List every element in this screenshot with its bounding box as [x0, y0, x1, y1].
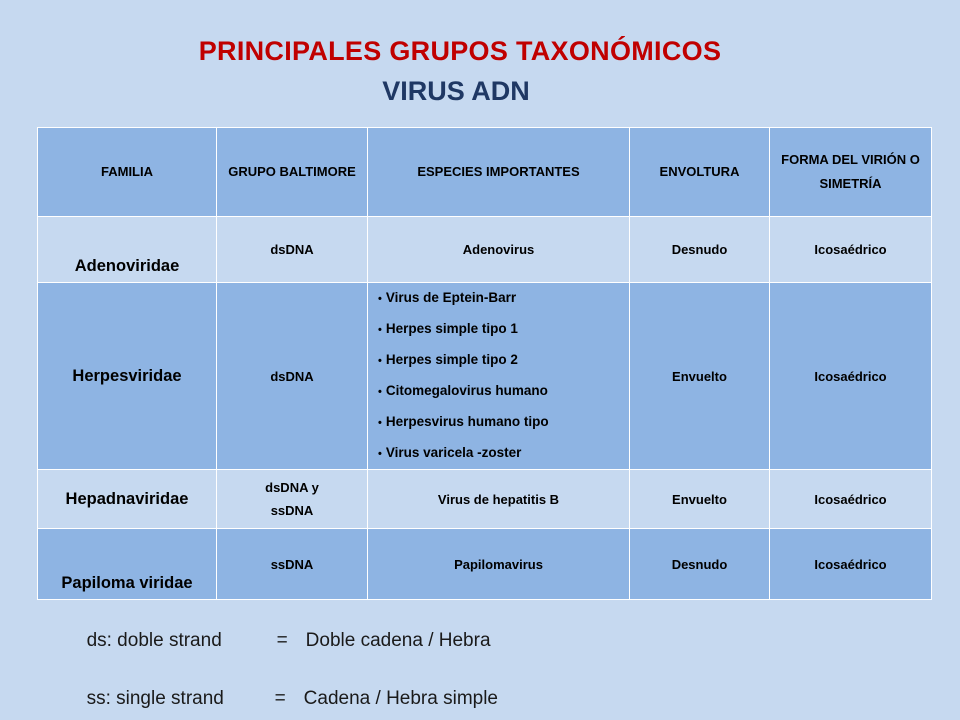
note-equals: =: [274, 688, 286, 709]
cell-envoltura: Desnudo: [630, 217, 770, 283]
list-item: • Virus de Eptein-Barr: [378, 283, 623, 314]
cell-familia: Hepadnaviridae: [38, 470, 217, 529]
cell-envoltura: Envuelto: [630, 470, 770, 529]
cell-envoltura: Desnudo: [630, 529, 770, 600]
header-especies: ESPECIES IMPORTANTES: [368, 128, 630, 217]
list-item: • Herpes simple tipo 2: [378, 345, 623, 376]
table-row: [38, 470, 932, 529]
cell-familia: Adenoviridae: [38, 217, 217, 283]
note-meaning: Doble cadena / Hebra: [305, 630, 491, 651]
cell-familia: Papiloma viridae: [38, 529, 217, 600]
list-item: • Virus varicela -zoster: [378, 438, 623, 469]
cell-especies: Adenovirus: [368, 217, 630, 283]
cell-grupo: ssDNA: [217, 529, 368, 600]
table-row: [38, 217, 932, 283]
cell-forma: Icosaédrico: [770, 217, 932, 283]
cell-forma: Icosaédrico: [770, 470, 932, 529]
cell-grupo: dsDNA y ssDNA: [217, 470, 368, 529]
note-abbr: ds: doble strand: [86, 630, 222, 651]
cell-grupo: dsDNA: [217, 217, 368, 283]
cell-familia: Herpesviridae: [38, 283, 217, 470]
list-item: • Herpes simple tipo 1: [378, 314, 623, 345]
header-grupo-baltimore: GRUPO BALTIMORE: [217, 128, 368, 217]
page-title: PRINCIPALES GRUPOS TAXONÓMICOS: [198, 36, 722, 66]
cell-forma: Icosaédrico: [770, 283, 932, 470]
page-subtitle: VIRUS ADN: [382, 76, 530, 106]
cell-forma: Icosaédrico: [770, 529, 932, 600]
header-familia: FAMILIA: [38, 128, 217, 217]
species-list: [374, 283, 623, 469]
cell-grupo: dsDNA: [217, 283, 368, 470]
cell-especies: Virus de hepatitis B: [368, 470, 630, 529]
note-meaning: Cadena / Hebra simple: [303, 688, 498, 709]
taxonomy-table: [37, 127, 932, 600]
note-ss: [76, 666, 498, 710]
note-ds: [76, 608, 491, 652]
table-row: [38, 529, 932, 600]
note-equals: =: [276, 630, 288, 651]
header-forma: FORMA DEL VIRIÓN O SIMETRÍA: [770, 128, 932, 217]
header-envoltura: ENVOLTURA: [630, 128, 770, 217]
table-header-row: [38, 128, 932, 217]
cell-envoltura: Envuelto: [630, 283, 770, 470]
cell-especies: [368, 283, 630, 470]
list-item: • Citomegalovirus humano: [378, 376, 623, 407]
table-row: [38, 283, 932, 470]
list-item: • Herpesvirus humano tipo: [378, 407, 623, 438]
cell-especies: Papilomavirus: [368, 529, 630, 600]
note-abbr: ss: single strand: [86, 688, 224, 709]
